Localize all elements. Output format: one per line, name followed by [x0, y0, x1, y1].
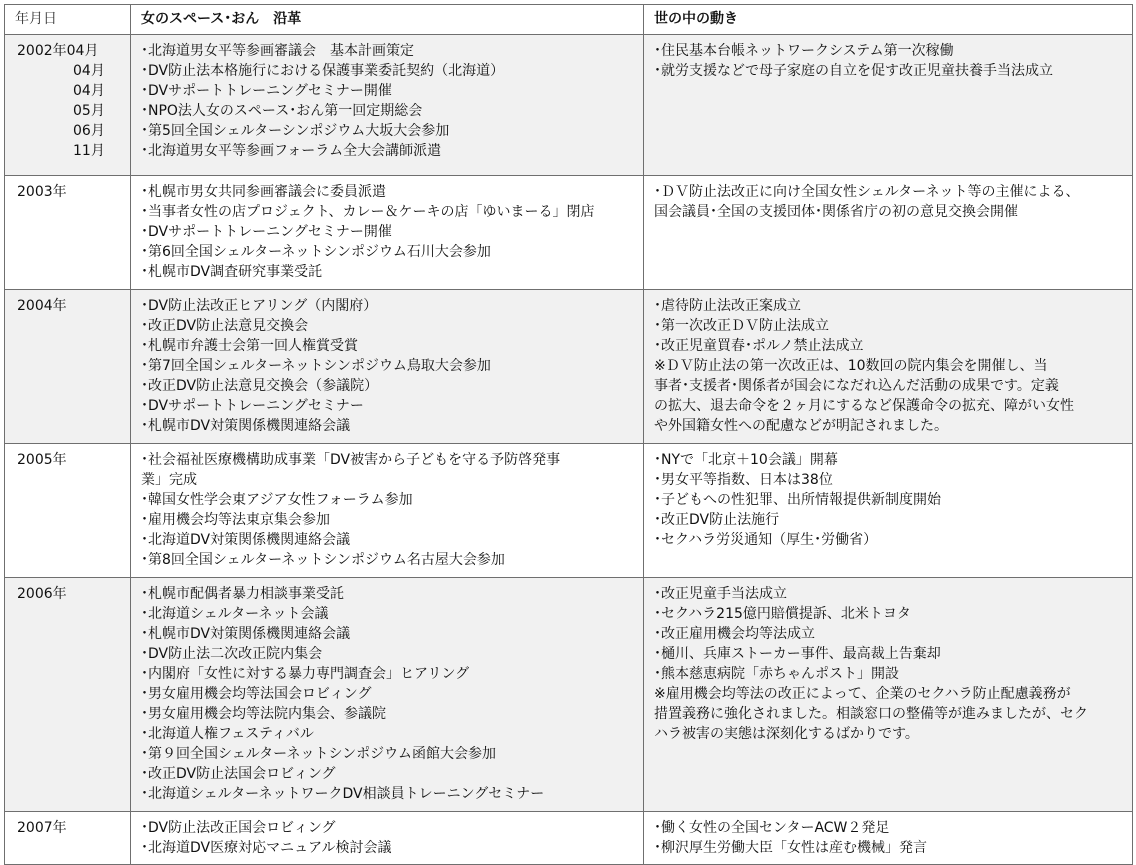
world-event-item: ･セクハラ215億円賠償提訴、北米トヨタ [654, 606, 911, 622]
world-event-item: ･セクハラ労災通知（厚生･労働省） [654, 532, 878, 548]
org-history-item: ･札幌市DV対策関係機関連絡会議 [141, 418, 351, 434]
org-history-item: ･男女雇用機会均等法国会ロビィング [141, 686, 372, 702]
header-org-history: 女のスペース･おん 沿革 [131, 5, 644, 35]
world-event-item: の拡大、退去命令を２ヶ月にするなど保護命令の拡充、障がい女性 [654, 398, 1074, 414]
table-body [5, 35, 1133, 865]
date-text: 06月 [73, 123, 105, 139]
world-event-item: 措置義務に強化されました。相談窓口の整備等が進みましたが、セク [654, 706, 1088, 722]
table-row [5, 35, 1133, 176]
org-history-cell [131, 812, 644, 865]
org-history-item: ･札幌市DV調査研究事業受託 [141, 264, 323, 280]
org-history-item: ･改正DV防止法意見交換会 [141, 318, 309, 334]
org-history-item: ･北海道シェルターネット会議 [141, 606, 329, 622]
header-row [5, 5, 1133, 35]
table-header [5, 5, 1133, 35]
org-history-item: ･DV防止法二次改正院内集会 [141, 646, 323, 662]
date-text: 2002年04月 [17, 43, 99, 59]
date-cell [5, 35, 131, 176]
org-history-item: ･北海道人権フェスティバル [141, 726, 314, 742]
world-event-item: ハラ被害の実態は深刻化するばかりです。 [654, 726, 919, 742]
org-history-item: 業」完成 [141, 472, 197, 488]
table-row [5, 290, 1133, 444]
org-history-item: ･NPO法人女のスペース･おん第一回定期総会 [141, 103, 423, 119]
world-event-item: ※ＤＶ防止法の第一次改正は、10数回の院内集会を開催し、当 [654, 358, 1048, 374]
table-row [5, 812, 1133, 865]
world-events-cell [644, 812, 1133, 865]
world-event-item: 国会議員･全国の支援団体･関係省庁の初の意見交換会開催 [654, 204, 1018, 220]
world-event-item: ･男女平等指数、日本は38位 [654, 472, 833, 488]
org-history-item: ･第９回全国シェルターネットシンポジウム函館大会参加 [141, 746, 496, 762]
date-text: 2003年 [17, 184, 67, 200]
org-history-item: ･北海道DV医療対応マニュアル検討会議 [141, 840, 392, 856]
org-history-item: ･北海道男女平等参画フォーラム全大会講師派遣 [141, 143, 442, 159]
history-table [4, 4, 1133, 865]
date-text: 2004年 [17, 298, 67, 314]
world-event-item: ･NYで「北京＋10会議」開幕 [654, 452, 838, 468]
world-event-item: ･就労支援などで母子家庭の自立を促す改正児童扶養手当法成立 [654, 63, 1053, 79]
world-events-cell [644, 35, 1133, 176]
world-event-item: ･働く女性の全国センターACW２発足 [654, 820, 890, 836]
world-events-cell [644, 290, 1133, 444]
world-event-item: ･改正児童手当法成立 [654, 586, 787, 602]
table-row [5, 444, 1133, 578]
world-events-cell [644, 578, 1133, 812]
org-history-cell [131, 176, 644, 290]
org-history-item: ･第8回全国シェルターネットシンポジウム名古屋大会参加 [141, 552, 505, 568]
org-history-cell [131, 35, 644, 176]
org-history-item: ･雇用機会均等法東京集会参加 [141, 512, 330, 528]
date-cell [5, 290, 131, 444]
org-history-item: ･当事者女性の店プロジェクト、カレー＆ケーキの店「ゆいまーる」閉店 [141, 204, 595, 220]
world-events-cell [644, 176, 1133, 290]
date-text: 04月 [73, 83, 105, 99]
org-history-item: ･札幌市DV対策関係機関連絡会議 [141, 626, 351, 642]
org-history-item: ･DV防止法改正ヒアリング（内閣府） [141, 298, 378, 314]
org-history-item: ･韓国女性学会東アジア女性フォーラム参加 [141, 492, 413, 508]
org-history-item: ･男女雇用機会均等法院内集会、参議院 [141, 706, 386, 722]
org-history-item: ･改正DV防止法意見交換会（参議院） [141, 378, 379, 394]
world-event-item: ･熊本慈恵病院「赤ちゃんポスト」開設 [654, 666, 899, 682]
org-history-item: ･第6回全国シェルターネットシンポジウム石川大会参加 [141, 244, 491, 260]
org-history-item: ･社会福祉医療機構助成事業「DV被害から子どもを守る予防啓発事 [141, 452, 561, 468]
org-history-cell [131, 444, 644, 578]
world-event-item: ･柳沢厚生労働大臣「女性は産む機械」発言 [654, 840, 927, 856]
table-row [5, 176, 1133, 290]
world-event-item: 事者･支援者･関係者が国会になだれ込んだ活動の成果です。定義 [654, 378, 1059, 394]
date-text: 04月 [73, 63, 105, 79]
org-history-item: ･内閣府「女性に対する暴力専門調査会」ヒアリング [141, 666, 470, 682]
world-event-item: や外国籍女性への配慮などが明記されました。 [654, 418, 948, 434]
org-history-item: ･DVサポートトレーニングセミナー開催 [141, 224, 392, 240]
world-event-item: ･改正DV防止法施行 [654, 512, 780, 528]
org-history-item: ･DV防止法本格施行における保護事業委託契約（北海道） [141, 63, 505, 79]
date-cell [5, 444, 131, 578]
header-world-events: 世の中の動き [644, 5, 1133, 35]
org-history-item: ･札幌市男女共同参画審議会に委員派遣 [141, 184, 386, 200]
world-event-item: ･改正児童買春･ポルノ禁止法成立 [654, 338, 864, 354]
org-history-item: ･DVサポートトレーニングセミナー開催 [141, 83, 392, 99]
world-event-item: ･改正雇用機会均等法成立 [654, 626, 815, 642]
world-event-item: ･住民基本台帳ネットワークシステム第一次稼働 [654, 43, 954, 59]
date-cell [5, 812, 131, 865]
org-history-item: ･DVサポートトレーニングセミナー [141, 398, 364, 414]
date-text: 2005年 [17, 452, 67, 468]
header-date: 年月日 [5, 5, 131, 35]
world-event-item: ･第一次改正ＤＶ防止法成立 [654, 318, 829, 334]
org-history-item: ･第7回全国シェルターネットシンポジウム鳥取大会参加 [141, 358, 491, 374]
org-history-item: ･DV防止法改正国会ロビィング [141, 820, 336, 836]
date-cell [5, 578, 131, 812]
org-history-item: ･札幌市弁護士会第一回人権賞受賞 [141, 338, 358, 354]
date-cell [5, 176, 131, 290]
date-text: 11月 [73, 143, 105, 159]
world-event-item: ･子どもへの性犯罪、出所情報提供新制度開始 [654, 492, 941, 508]
world-event-item: ･虐待防止法改正案成立 [654, 298, 801, 314]
org-history-item: ･北海道シェルターネットワークDV相談員トレーニングセミナー [141, 786, 545, 802]
date-text: 05月 [73, 103, 105, 119]
org-history-item: ･北海道男女平等参画審議会 基本計画策定 [141, 43, 414, 59]
org-history-cell [131, 290, 644, 444]
org-history-item: ･北海道DV対策関係機関連絡会議 [141, 532, 351, 548]
world-event-item: ･ＤＶ防止法改正に向け全国女性シェルターネット等の主催による、 [654, 184, 1080, 200]
world-event-item: ･樋川、兵庫ストーカー事件、最高裁上告棄却 [654, 646, 941, 662]
org-history-item: ･札幌市配偶者暴力相談事業受託 [141, 586, 344, 602]
org-history-item: ･第5回全国シェルターシンポジウム大坂大会参加 [141, 123, 450, 139]
date-text: 2007年 [17, 820, 67, 836]
world-events-cell [644, 444, 1133, 578]
date-text: 2006年 [17, 586, 67, 602]
org-history-item: ･改正DV防止法国会ロビィング [141, 766, 336, 782]
table-row [5, 578, 1133, 812]
world-event-item: ※雇用機会均等法の改正によって、企業のセクハラ防止配慮義務が [654, 686, 1071, 702]
org-history-cell [131, 578, 644, 812]
